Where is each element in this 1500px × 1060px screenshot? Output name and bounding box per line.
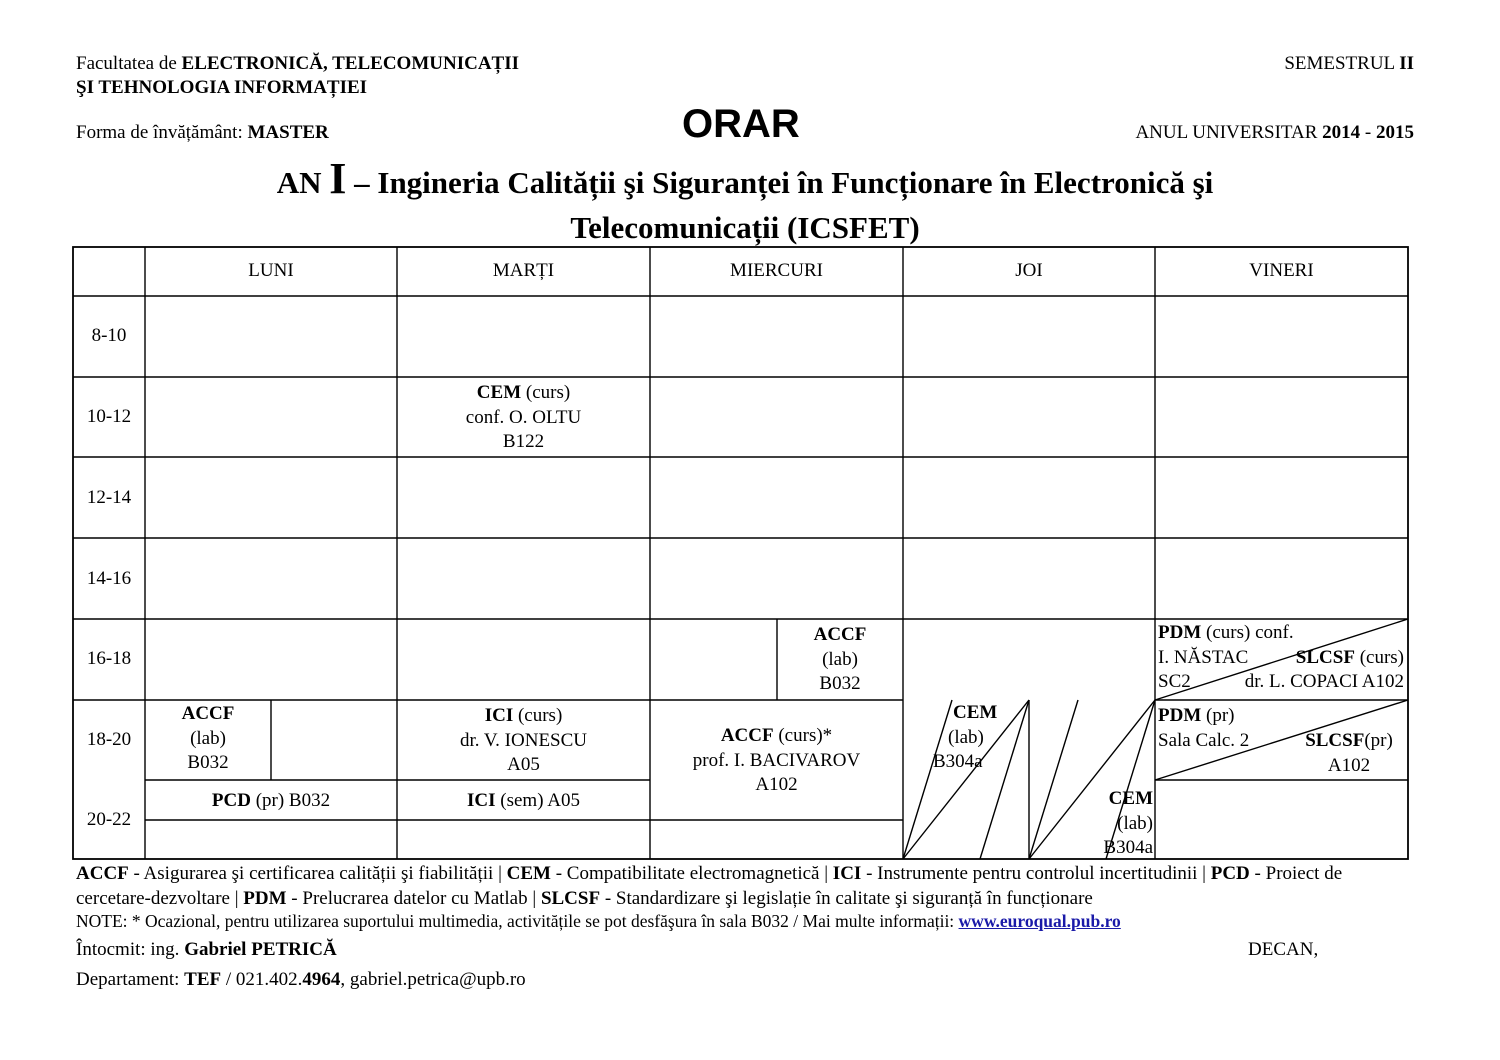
room: Sala Calc. 2: [1158, 729, 1250, 751]
legend-desc: - Instrumente pentru controlul incertitudinii |: [861, 863, 1211, 884]
legend-abbr: CEM: [506, 863, 551, 884]
legend-desc: - Asigurarea şi certificarea calității şi fiabilității |: [128, 863, 507, 884]
faculty-name: ELECTRONICĂ, TELECOMUNICAȚII: [181, 53, 520, 74]
time-slot-12-14: 12-14: [86, 487, 132, 508]
academic-year-prefix: ANUL UNIVERSITAR: [1135, 122, 1323, 143]
year-end: 2015: [1376, 122, 1414, 143]
course-code: PDM: [1158, 705, 1202, 726]
course-code: ACCF: [181, 703, 235, 724]
course-code: CEM: [953, 702, 998, 723]
legend-abbr: ACCF: [76, 863, 129, 884]
website-link[interactable]: www.euroqual.pub.ro: [958, 911, 1121, 931]
room: A102: [1327, 754, 1371, 776]
class-type: (lab): [1117, 812, 1153, 834]
class-type: (curs)*: [773, 725, 833, 746]
time-slot-8-10: 8-10: [91, 325, 127, 346]
legend-desc: - Compatibilitate electromagnetică |: [550, 863, 833, 884]
class-type: (pr) B032: [250, 790, 331, 811]
email: , gabriel.petrica@upb.ro: [340, 969, 526, 990]
time-slot-18-20: 18-20: [86, 729, 132, 750]
course-code: PDM: [1158, 622, 1202, 643]
course-code: CEM: [476, 382, 522, 403]
room: B304a: [933, 751, 983, 772]
class-cem-lab-2: [1060, 787, 1153, 861]
class-slcsf-project: [1290, 729, 1408, 778]
semester-prefix: SEMESTRUL: [1284, 53, 1400, 74]
legend-abbr: SLCSF: [540, 888, 601, 909]
time-slot-20-22: 20-22: [86, 809, 132, 830]
prepared-by: [76, 938, 337, 962]
time-slot-10-12: 10-12: [86, 406, 132, 427]
department-value: TEF: [184, 969, 222, 990]
faculty-name-2: ŞI TEHNOLOGIA INFORMAȚIEI: [76, 77, 368, 98]
department-prefix: Departament:: [76, 969, 185, 990]
program-title-line-2: Telecomunicații (ICSFET): [570, 210, 920, 245]
course-code: SLCSF: [1295, 647, 1355, 668]
class-accf-lab: [777, 623, 903, 697]
course-code: ICI: [484, 705, 514, 726]
phone-extension: 4964: [302, 969, 341, 990]
room: B122: [502, 431, 545, 452]
class-pcd-project: [145, 789, 397, 814]
program-name-1: – Ingineria Calității şi Siguranței în Funcționare în Electronică şi: [346, 165, 1214, 200]
class-type: (curs): [521, 382, 571, 403]
class-cem-course: [397, 381, 650, 455]
course-code: CEM: [1108, 788, 1153, 809]
class-type: (curs) conf.: [1201, 622, 1294, 643]
class-type: (pr): [1201, 705, 1235, 726]
legend-desc: - Prelucrarea datelor cu Matlab |: [286, 888, 541, 909]
class-type: (curs): [513, 705, 563, 726]
faculty-prefix: Facultatea de: [76, 53, 182, 74]
teacher: dr. V. IONESCU: [459, 729, 588, 751]
dean-label: DECAN,: [1248, 939, 1319, 960]
note-text: NOTE: * Ocazional, pentru utilizarea suportului multimedia, activitățile se pot desfăşura în sala B032 / Mai multe informații:: [76, 911, 959, 931]
legend-abbr: PCD: [1210, 863, 1250, 884]
room: B304a: [1103, 837, 1153, 858]
class-accf-lab-monday: [145, 702, 271, 776]
prepared-by-prefix: Întocmit: ing.: [76, 939, 185, 960]
semester-value: II: [1399, 53, 1414, 74]
day-header-marti: MARȚI: [492, 260, 555, 281]
room: B032: [819, 673, 861, 694]
teacher: prof. I. BACIVAROV: [692, 749, 861, 771]
legend-desc: - Standardizare şi legislație în calitate şi siguranță în funcționare: [600, 888, 1093, 909]
phone-prefix: / 021.402.: [221, 969, 303, 990]
abbreviation-legend: [76, 861, 1421, 911]
class-type: (sem) A05: [495, 790, 580, 811]
room: B032: [187, 752, 229, 773]
day-header-joi: JOI: [1015, 260, 1043, 281]
year-start: 2014: [1322, 122, 1361, 143]
year-separator: -: [1360, 122, 1376, 143]
room: A102: [755, 774, 798, 795]
time-slot-16-18: 16-18: [86, 648, 132, 669]
room: SC2: [1158, 671, 1191, 692]
day-header-vineri: VINERI: [1249, 260, 1314, 281]
class-accf-course: [650, 724, 903, 798]
course-code: ICI: [467, 790, 496, 811]
room: A05: [507, 754, 540, 775]
course-code: ACCF: [813, 624, 867, 645]
day-header-miercuri: MIERCURI: [730, 260, 823, 281]
prepared-by-name: Gabriel PETRICĂ: [184, 939, 337, 960]
time-slot-14-16: 14-16: [86, 568, 132, 589]
legend-abbr: ICI: [832, 863, 862, 884]
legend-desc: - Proiect de cercetare-dezvoltare |: [76, 863, 1343, 909]
teacher: conf. O. OLTU: [465, 406, 582, 428]
class-type: (curs): [1354, 647, 1404, 668]
study-form-prefix: Forma de învățământ:: [76, 122, 248, 143]
course-code: PCD: [211, 790, 251, 811]
class-slcsf-course: [1282, 646, 1404, 671]
course-code: ACCF: [720, 725, 774, 746]
course-code: SLCSF: [1305, 730, 1365, 751]
class-cem-lab-1: [933, 701, 1027, 775]
class-type: (lab): [948, 726, 984, 748]
study-form-value: MASTER: [247, 122, 329, 143]
class-type: (pr): [1364, 730, 1393, 751]
class-type: (lab): [822, 648, 858, 670]
department-contact: [76, 968, 526, 992]
class-ici-course: [397, 704, 650, 778]
program-an: AN: [276, 165, 330, 200]
class-ici-seminar: [397, 789, 650, 814]
note: [76, 910, 1121, 932]
class-type: (lab): [190, 727, 226, 749]
day-header-luni: LUNI: [248, 260, 294, 281]
program-year: I: [329, 154, 347, 203]
class-slcsf-teacher: dr. L. COPACI A102: [1244, 671, 1404, 692]
teacher: I. NĂSTAC: [1158, 646, 1249, 668]
class-pdm-project: [1158, 704, 1298, 753]
legend-abbr: PDM: [243, 888, 287, 909]
page-title: ORAR: [682, 102, 800, 146]
